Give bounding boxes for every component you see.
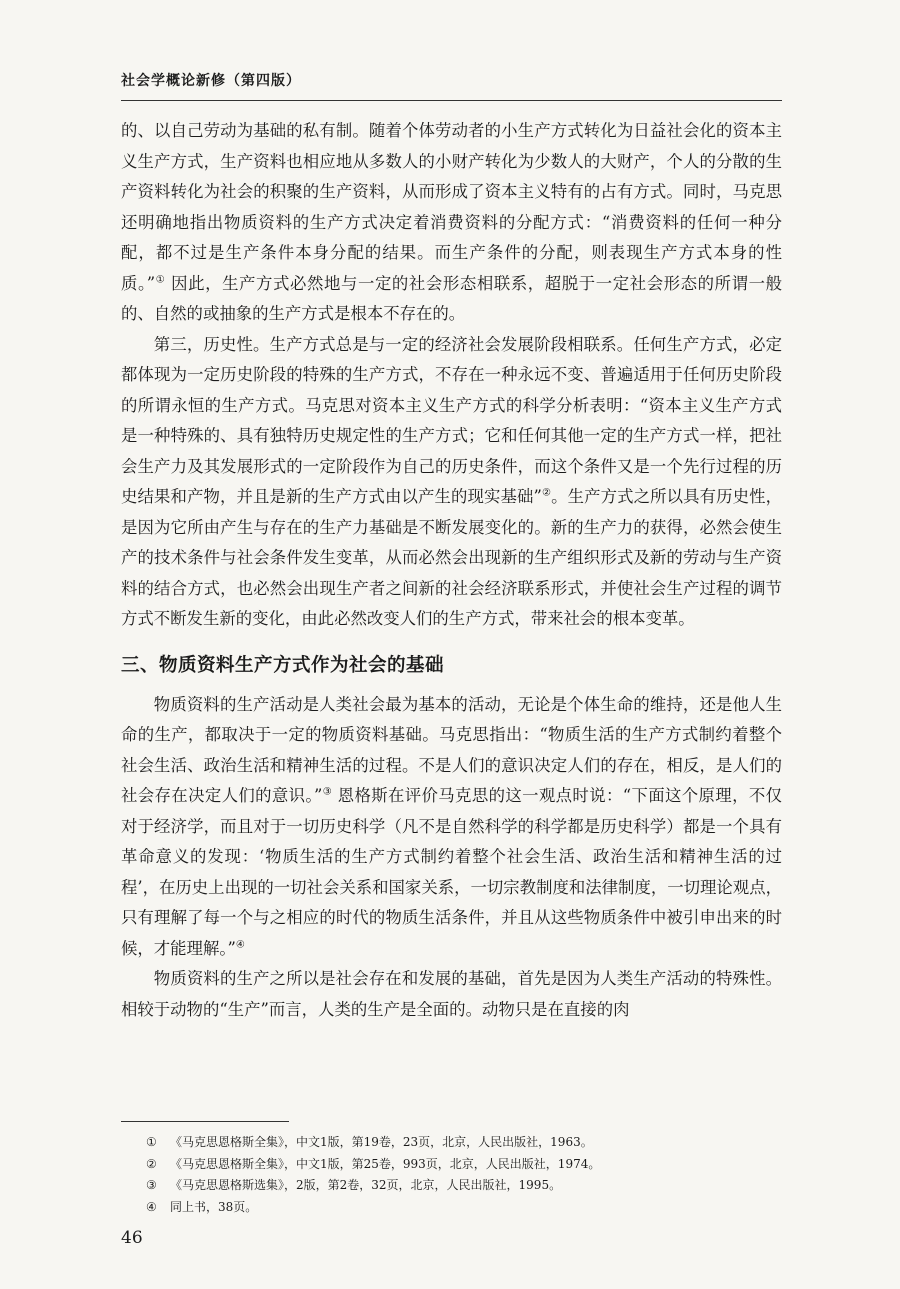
paragraph-2-tail: 。生产方式之所以具有历史性，是因为它所由产生与存在的生产力基础是不断发展变化的。新的生产力的获得，必然会使生产的技术条件与社会条件发生变革，从而必然会出现新的生产组织形式及新的劳动与生产资料的结合方式，也必然会出现生产者之间新的社会经济联系形式，并使社会生产过程的调节方式不断发生新的变化，由此必然改变人们的生产方式，带来社会的根本变革。 <box>121 487 782 628</box>
section-heading: 三、物质资料生产方式作为社会的基础 <box>121 654 445 676</box>
running-header: 社会学概论新修（第四版） <box>121 73 301 89</box>
paragraph-3-tail: 恩格斯在评价马克思的这一观点时说：“下面这个原理，不仅对于经济学，而且对于一切历史科学（凡不是自然科学的科学都是历史科学）都是一个具有革命意义的发现：‘物质生活的生产方式制约着整个社会生活、政治生活和精神生活的过程’，在历史上出现的一切社会关系和国家关系，一切宗教制度和法律制度，一切理论观点，只有理解了每一个与之相应的时代的物质生活条件，并且从这些物质条件中被引申出来的时候，才能理解。” <box>121 786 782 958</box>
header-rule <box>121 100 782 101</box>
footnotes <box>146 1132 782 1218</box>
footnote-ref-1[interactable]: ① <box>155 274 166 286</box>
paragraph-3-text: 物质资料的生产活动是人类社会最为基本的活动，无论是个体生命的维持，还是他人生命的生产，都取决于一定的物质资料基础。马克思指出：“物质生活的生产方式制约着整个社会生活、政治生活和精神生活的过程。不是人们的意识决定人们的存在，相反，是人们的社会存在决定人们的意识。” <box>121 694 782 805</box>
footnote-ref-4[interactable]: ④ <box>235 939 245 951</box>
footnote-mark: ③ <box>146 1178 157 1192</box>
footnote-4 <box>146 1197 782 1219</box>
footnote-text: 《马克思恩格斯选集》，2版，第2卷，32页，北京，人民出版社，1995。 <box>170 1178 562 1192</box>
footnote-text: 《马克思恩格斯全集》，中文1版，第19卷，23页，北京，人民出版社，1963。 <box>170 1135 593 1149</box>
footnote-text: 同上书，38页。 <box>170 1199 258 1214</box>
paragraph-4-text: 物质资料的生产之所以是社会存在和发展的基础，首先是因为人类生产活动的特殊性。相较于动物的“生产”而言，人类的生产是全面的。动物只是在直接的肉 <box>121 969 782 1019</box>
paragraph-2 <box>121 330 782 635</box>
paragraph-1-tail: 因此，生产方式必然地与一定的社会形态相联系，超脱于一定社会形态的所谓一般的、自然的或抽象的生产方式是根本不存在的。 <box>121 273 782 323</box>
footnote-mark: ④ <box>146 1199 157 1214</box>
paragraph-2-text: 第三，历史性。生产方式总是与一定的经济社会发展阶段相联系。任何生产方式，必定都体现为一定历史阶段的特殊的生产方式，不存在一种永远不变、普遍适用于任何历史阶段的所谓永恒的生产方式。马克思对资本主义生产方式的科学分析表明：“资本主义生产方式是一种特殊的、具有独特历史规定性的生产方式；它和任何其他一定的生产方式一样，把社会生产力及其发展形式的一定阶段作为自己的历史条件，而这个条件又是一个先行过程的历史结果和产物，并且是新的生产方式由以产生的现实基础” <box>121 334 782 506</box>
footnote-3 <box>146 1175 782 1197</box>
paragraph-1-text: 的、以自己劳动为基础的私有制。随着个体劳动者的小生产方式转化为日益社会化的资本主义生产方式，生产资料也相应地从多数人的小财产转化为少数人的大财产，个人的分散的生产资料转化为社会的积聚的生产资料，从而形成了资本主义特有的占有方式。同时，马克思还明确地指出物质资料的生产方式决定着消费资料的分配方式：“消费资料的任何一种分配，都不过是生产条件本身分配的结果。而生产条件的分配，则表现生产方式本身的性质。” <box>121 121 782 293</box>
footnote-2 <box>146 1154 782 1176</box>
footnote-ref-2[interactable]: ② <box>541 487 552 499</box>
body-text <box>121 116 782 1025</box>
footnote-mark: ② <box>146 1156 157 1171</box>
paragraph-4 <box>121 964 782 1025</box>
footnote-ref-3[interactable]: ③ <box>322 786 333 798</box>
paragraph-3 <box>121 690 782 965</box>
footnote-mark: ① <box>146 1135 157 1149</box>
footnote-text: 《马克思恩格斯全集》，中文1版，第25卷，993页，北京，人民出版社，1974。 <box>170 1156 601 1171</box>
footnote-1 <box>146 1132 782 1154</box>
page-number: 46 <box>121 1228 143 1248</box>
footnote-rule <box>121 1121 289 1122</box>
paragraph-1 <box>121 116 782 330</box>
